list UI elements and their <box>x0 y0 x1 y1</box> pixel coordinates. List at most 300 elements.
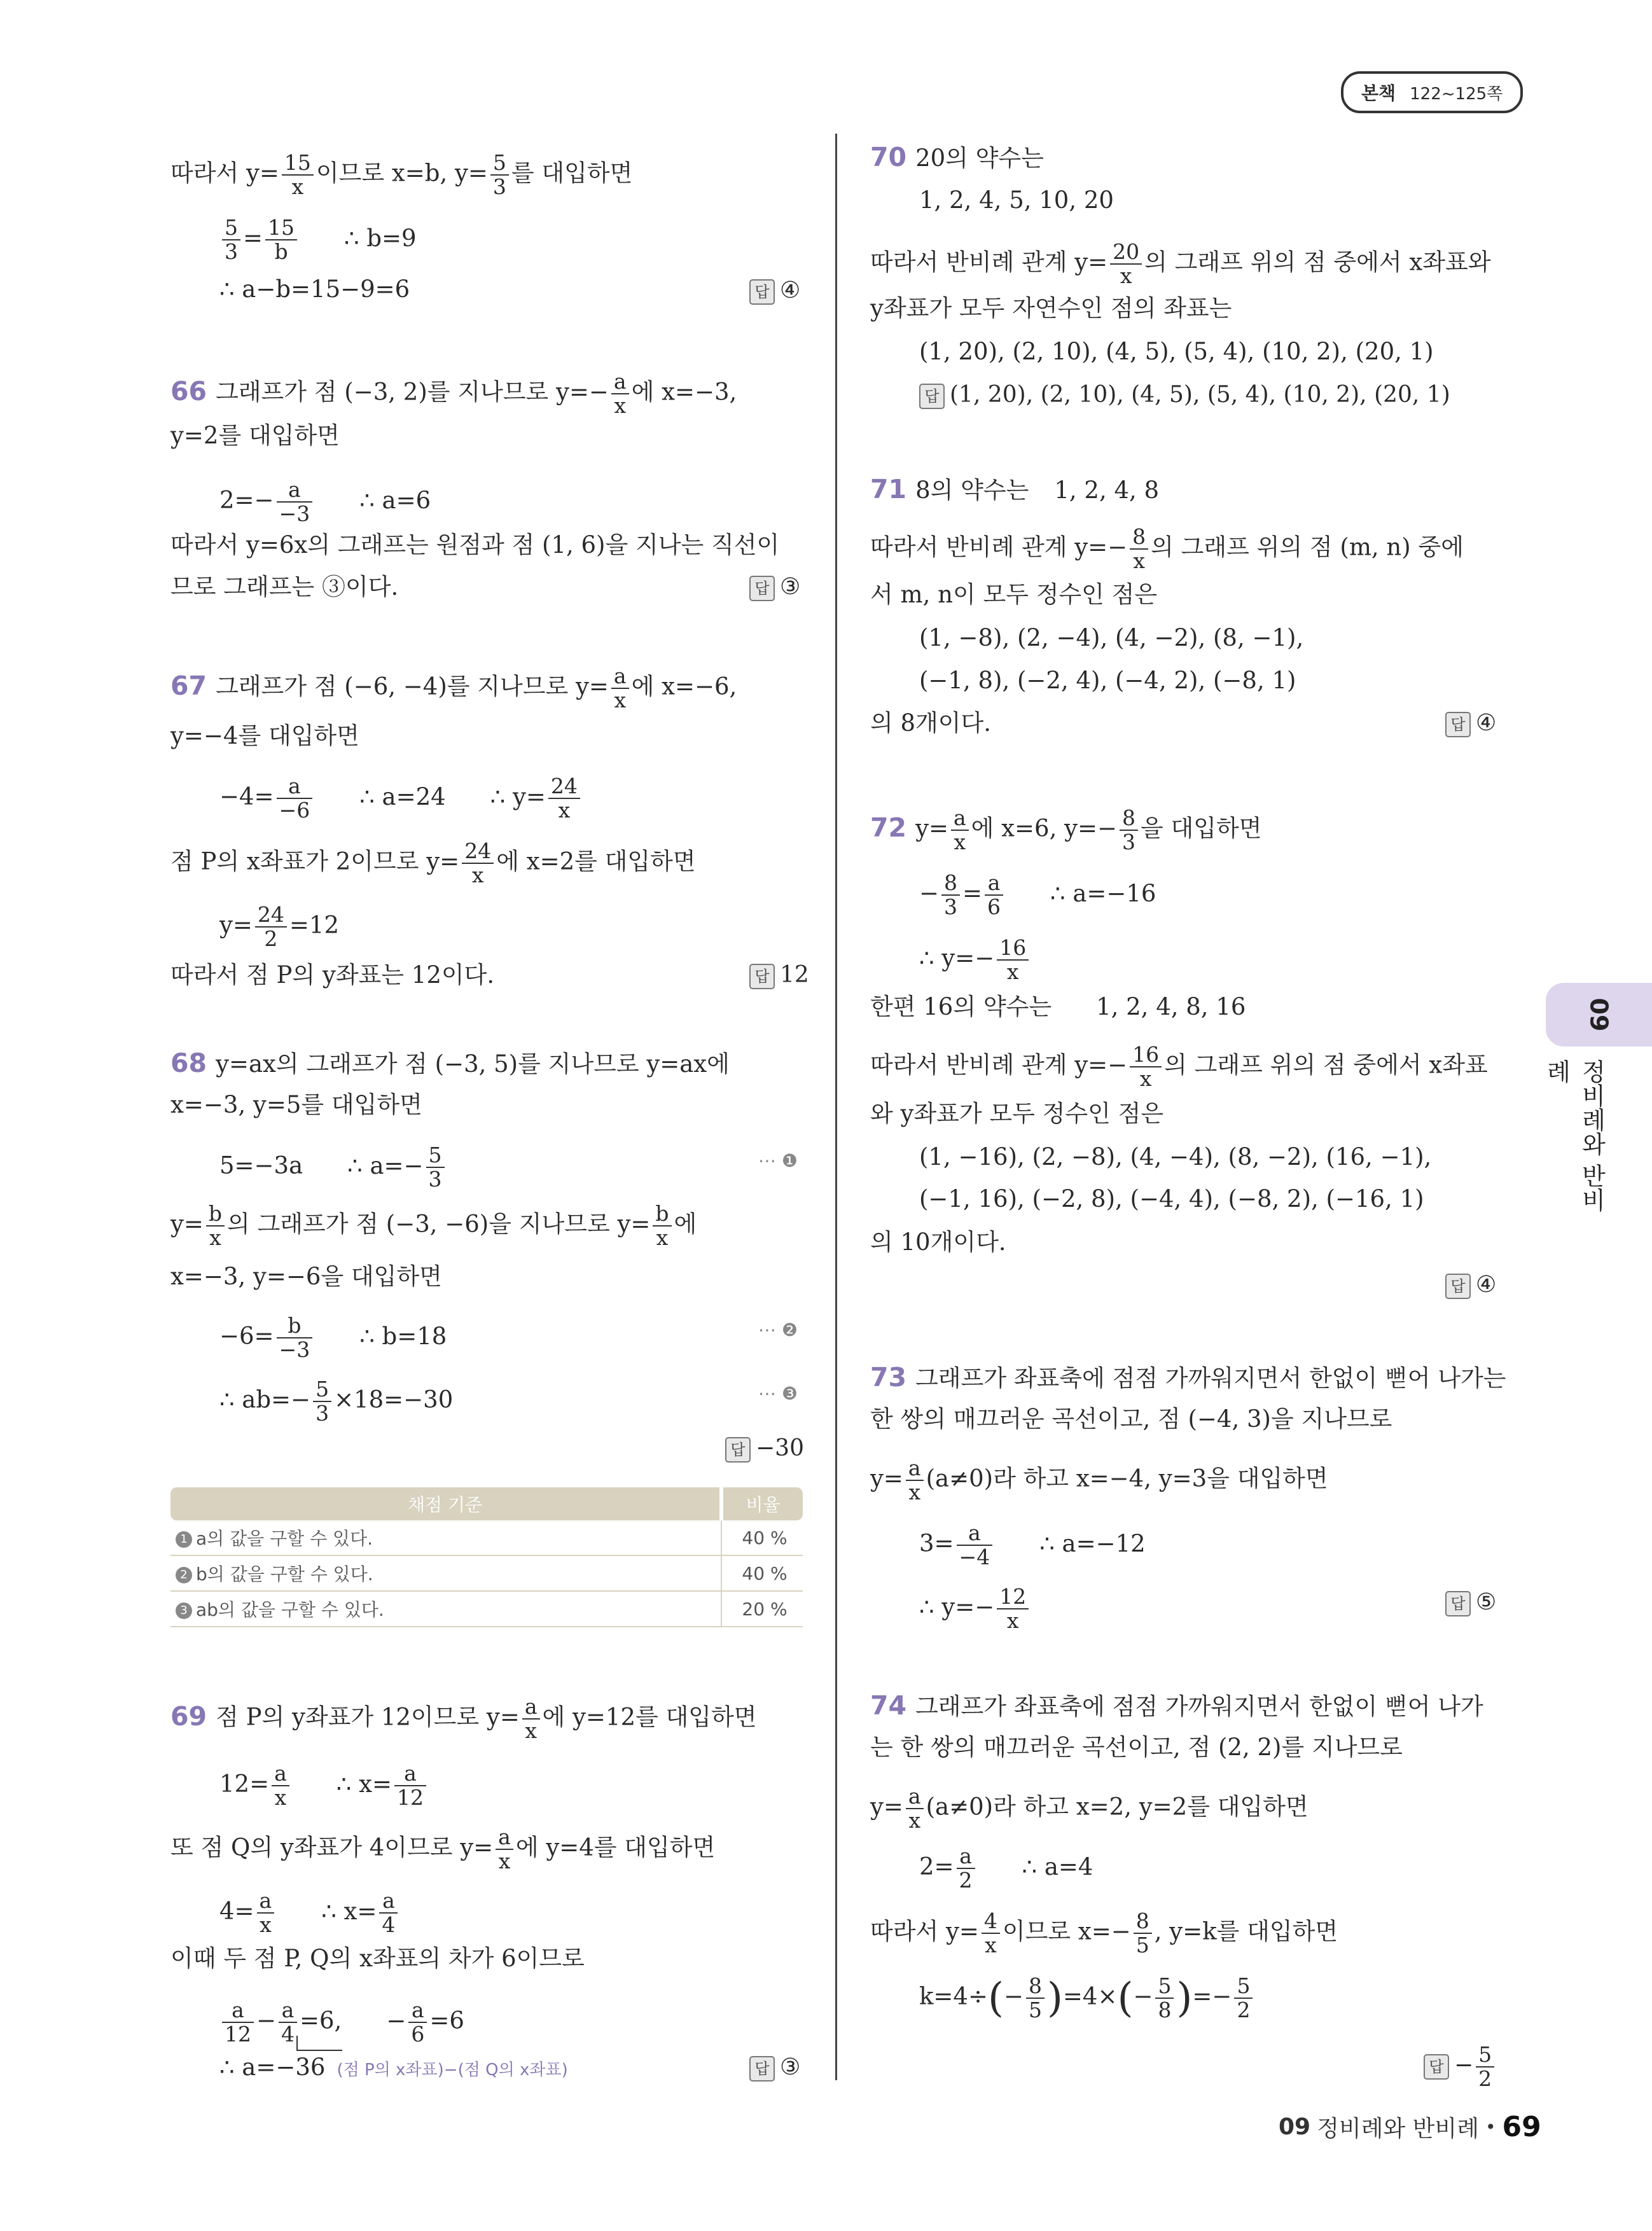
p72-line4 <box>870 991 1246 1023</box>
p71-line6: 의 8개이다. <box>870 709 992 737</box>
step-marker-1: ⋯ ❶ <box>758 1150 798 1171</box>
step-marker-2: ⋯ ❷ <box>758 1319 798 1340</box>
p71-answer <box>1445 707 1496 739</box>
answer-icon: 답 <box>919 384 945 409</box>
fraction <box>282 151 314 198</box>
fraction <box>496 1826 513 1873</box>
footer-dot: • <box>1485 2116 1496 2137</box>
denominator: x <box>274 1785 287 1810</box>
p73-line5 <box>919 1585 1031 1632</box>
fraction <box>426 1144 445 1191</box>
text: 에 y=4를 대입하면 <box>515 1833 716 1861</box>
denominator: x <box>471 863 484 887</box>
criteria-marker: 1 <box>176 1531 192 1548</box>
criteria-marker: 3 <box>176 1602 192 1619</box>
denominator: x <box>614 688 627 712</box>
criteria-cell <box>170 1555 721 1591</box>
p73-line1 <box>870 1361 1506 1394</box>
fraction <box>611 665 629 712</box>
denominator: 5 <box>1028 1998 1042 2022</box>
p72-line9: 의 10개이다. <box>870 1228 1006 1256</box>
denominator: x <box>525 1718 537 1743</box>
p72-line5 <box>870 1043 1488 1090</box>
p74-line6 <box>919 1975 1255 2022</box>
text: =4× <box>1062 1982 1118 2010</box>
numerator: 16 <box>997 936 1029 961</box>
text: y=ax의 그래프가 점 (−3, 5)를 지나므로 y=ax에 <box>216 1050 730 1078</box>
fraction <box>206 1202 225 1249</box>
p68-line4 <box>170 1202 697 1249</box>
paren: ) <box>1176 1975 1193 2022</box>
problem-number: 66 <box>170 375 207 407</box>
p66-line4: 따라서 y=6x의 그래프는 원점과 점 (1, 6)을 지나는 직선이 <box>170 531 780 559</box>
numerator: a <box>985 872 1003 896</box>
denominator: 2 <box>959 1868 973 1893</box>
text: 그래프가 점 (−6, −4)를 지나므로 y= <box>216 672 609 700</box>
numerator: a <box>522 1695 540 1720</box>
fraction <box>255 903 287 950</box>
text: 5=−3a <box>219 1151 303 1179</box>
problem-number: 70 <box>870 142 907 172</box>
answer-value: ④ <box>780 277 801 303</box>
text: 그래프가 좌표축에 점점 가까워지면서 한없이 뻗어 나가 <box>915 1693 1483 1720</box>
text: 따라서 반비례 관계 y=− <box>870 1051 1128 1079</box>
answer-icon: 답 <box>1445 712 1471 737</box>
denominator: 12 <box>396 1785 424 1810</box>
numerator: a <box>272 1762 289 1786</box>
table-row <box>170 1555 803 1591</box>
text: y= <box>219 911 253 939</box>
p74-line1 <box>870 1690 1483 1723</box>
text: 따라서 반비례 관계 y=− <box>870 533 1128 561</box>
numerator: 15 <box>282 151 314 176</box>
fraction <box>257 1889 275 1936</box>
text: − <box>919 879 940 907</box>
numerator: a <box>279 1999 297 2023</box>
fraction <box>957 1845 975 1892</box>
numerator: 8 <box>1134 1910 1152 1934</box>
text: 를 대입하면 <box>511 159 633 187</box>
denominator: 8 <box>1158 1998 1172 2022</box>
fraction <box>279 1999 297 2046</box>
page-footer <box>1279 2111 1541 2143</box>
p74-line5 <box>870 1910 1338 1957</box>
ratio-cell: 20 % <box>721 1591 803 1627</box>
p72-line6: 와 y좌표가 모두 정수인 점은 <box>870 1100 1164 1127</box>
ratio-cell: 40 % <box>721 1555 803 1591</box>
answer-icon: 답 <box>725 1437 751 1463</box>
fraction <box>906 1785 924 1832</box>
text: ∴ y= <box>490 782 546 810</box>
answer-icon: 답 <box>749 279 775 305</box>
denominator: x <box>209 1225 221 1250</box>
denominator: 3 <box>944 894 958 919</box>
fraction <box>272 1762 289 1809</box>
numerator: 5 <box>1234 1975 1253 1999</box>
text: 4= <box>219 1897 254 1925</box>
answer-value: ④ <box>1476 710 1497 736</box>
p67-answer <box>749 959 809 991</box>
text: ∴ b=9 <box>344 224 417 252</box>
numerator: 20 <box>1110 240 1142 265</box>
p73-line4 <box>919 1522 1146 1569</box>
p72-line1 <box>870 807 1261 854</box>
p71-line5: (−1, 8), (−2, 4), (−4, 2), (−8, 1) <box>919 667 1296 694</box>
text: ∴ a=6 <box>359 486 431 514</box>
p67-line5 <box>219 903 339 950</box>
fraction <box>1234 1975 1253 2022</box>
page-number: 69 <box>1502 2111 1541 2143</box>
fraction <box>1130 525 1148 573</box>
p70-line4: y좌표가 모두 자연수인 점의 좌표는 <box>870 295 1232 322</box>
p70-line1 <box>870 141 1044 174</box>
fraction <box>997 1585 1029 1632</box>
text: 따라서 y= <box>170 159 279 187</box>
numerator: 5 <box>313 1378 331 1402</box>
answer-icon: 답 <box>1445 1274 1471 1299</box>
p71-line3: 서 m, n이 모두 정수인 점은 <box>870 581 1158 608</box>
footer-title: 정비례와 반비례 <box>1317 2116 1479 2142</box>
p66-line1 <box>170 370 737 417</box>
p68-line1 <box>170 1047 730 1080</box>
numerator: 5 <box>1476 2043 1494 2068</box>
numerator: a <box>408 1999 427 2023</box>
p71-line2 <box>870 525 1464 573</box>
note-bracket <box>296 2036 342 2051</box>
p72-line3 <box>919 936 1031 983</box>
text: 1, 2, 4, 8 <box>1054 476 1160 504</box>
numerator: a <box>611 370 629 394</box>
denominator: x <box>614 393 627 418</box>
text: 의 그래프 위의 점 (m, n) 중에 <box>1151 533 1464 561</box>
numerator: a <box>957 1845 975 1869</box>
text: 한편 16의 약수는 <box>870 993 1052 1020</box>
p67-line4 <box>170 840 696 887</box>
answer-icon: 답 <box>749 964 775 989</box>
table-row <box>170 1591 803 1627</box>
paren: ( <box>1117 1975 1134 2022</box>
text: 20의 약수는 <box>915 144 1044 172</box>
denominator: 4 <box>382 1912 396 1937</box>
answer-value: (1, 20), (2, 10), (4, 5), (5, 4), (10, 2), (20, 1) <box>950 382 1450 408</box>
paren: ) <box>1046 1975 1063 2022</box>
p72-line8: (−1, 16), (−2, 8), (−4, 4), (−8, 2), (−16, 1) <box>919 1185 1424 1213</box>
answer-value: −30 <box>756 1435 804 1461</box>
numerator: 8 <box>941 872 960 896</box>
denominator: x <box>908 1808 921 1833</box>
text: , y=k를 대입하면 <box>1154 1917 1338 1945</box>
text: 에 x=6, y=− <box>971 814 1117 842</box>
text: 그래프가 점 (−3, 2)를 지나므로 y=− <box>216 378 609 406</box>
text: k=4÷ <box>919 1982 988 2010</box>
paren: ( <box>987 1975 1004 2022</box>
text: 에 x=2를 대입하면 <box>496 847 696 875</box>
text: ×18=−30 <box>334 1386 454 1414</box>
numerator: a <box>957 1522 993 1546</box>
fraction <box>313 1378 331 1425</box>
numerator: 24 <box>548 775 580 799</box>
p66-line2: y=2를 대입하면 <box>170 422 340 449</box>
table-header-ratio: 비율 <box>721 1487 803 1520</box>
numerator: a <box>906 1457 924 1481</box>
numerator: 5 <box>490 151 509 176</box>
fraction <box>1130 1043 1162 1090</box>
numerator: 5 <box>426 1144 445 1168</box>
answer-icon: 답 <box>1424 2054 1449 2080</box>
p70-line3 <box>870 240 1490 288</box>
text: ∴ y=− <box>919 944 995 972</box>
numerator: b <box>277 1314 313 1338</box>
page-ref-badge <box>1341 71 1523 113</box>
numerator: 15 <box>265 216 297 240</box>
text: =6, <box>300 2006 342 2034</box>
answer-value: ③ <box>780 2054 801 2080</box>
numerator: a <box>277 478 313 503</box>
fraction <box>490 151 509 198</box>
text: 그래프가 좌표축에 점점 가까워지면서 한없이 뻗어 나가는 <box>915 1365 1506 1392</box>
fraction <box>265 216 297 263</box>
denominator: x <box>1006 959 1019 984</box>
text: − <box>1003 1982 1024 2010</box>
text: −4= <box>219 782 274 810</box>
p65-line1 <box>170 151 632 198</box>
denominator: 6 <box>987 894 1001 919</box>
p68-line5: x=−3, y=−6을 대입하면 <box>170 1263 442 1290</box>
numerator: 24 <box>255 903 287 928</box>
criteria-cell <box>170 1591 721 1627</box>
fraction <box>408 1999 427 2046</box>
denominator: x <box>1139 1066 1152 1091</box>
p69-line1 <box>170 1695 756 1742</box>
numerator: b <box>653 1202 671 1227</box>
fraction <box>1110 240 1142 288</box>
p74-answer <box>1424 2043 1497 2090</box>
numerator: a <box>394 1762 426 1786</box>
text: 이므로 x=− <box>1002 1917 1131 1945</box>
text: y= <box>870 1464 903 1492</box>
p68-line2: x=−3, y=5를 대입하면 <box>170 1091 422 1118</box>
text: = <box>962 879 983 907</box>
scoring-table <box>170 1487 803 1627</box>
answer-icon: 답 <box>1445 1591 1471 1616</box>
numerator: a <box>496 1826 513 1850</box>
denominator: 12 <box>225 2022 251 2047</box>
denominator: 4 <box>281 2022 295 2047</box>
p68-line7 <box>219 1378 453 1425</box>
text: =12 <box>289 911 339 939</box>
column-divider <box>835 134 837 2080</box>
denominator: x <box>558 798 571 823</box>
numerator: 5 <box>1155 1975 1174 1999</box>
text: 3= <box>919 1529 954 1557</box>
p65-line2 <box>219 216 417 263</box>
answer-value: ④ <box>1476 1272 1497 1298</box>
p74-line3 <box>870 1785 1308 1832</box>
denominator: 3 <box>428 1167 442 1192</box>
text: 이므로 x=b, y= <box>316 159 488 187</box>
criteria-text: b의 값을 구할 수 있다. <box>196 1564 373 1585</box>
fraction <box>906 1457 924 1504</box>
fraction <box>1120 807 1138 854</box>
p70-line5: (1, 20), (2, 10), (4, 5), (5, 4), (10, 2), (20, 1) <box>919 338 1434 365</box>
text: 따라서 y= <box>870 1917 979 1945</box>
denominator: x <box>985 1933 997 1957</box>
criteria-text: ab의 값을 구할 수 있다. <box>196 1599 384 1620</box>
chapter-side-title: 정비례와 반비례 <box>1543 1059 1606 1213</box>
fraction <box>277 775 313 822</box>
text: −6= <box>219 1322 274 1350</box>
text: =− <box>1192 1982 1232 2010</box>
text: ∴ a=−16 <box>1050 879 1156 907</box>
denominator: −3 <box>279 501 310 526</box>
fraction <box>997 936 1029 983</box>
fraction <box>394 1762 426 1809</box>
text: 에 x=−3, <box>631 378 737 406</box>
problem-number: 71 <box>870 474 907 504</box>
p73-line3 <box>870 1457 1328 1504</box>
answer-value: ③ <box>780 574 801 600</box>
problem-number: 72 <box>870 812 907 843</box>
problem-number: 69 <box>170 1700 207 1732</box>
denominator: x <box>954 830 966 854</box>
badge-main: 본책 <box>1361 83 1396 104</box>
footer-chapter: 09 <box>1279 2114 1311 2140</box>
fraction <box>1026 1975 1045 2022</box>
p67-line6: 따라서 점 P의 y좌표는 12이다. <box>170 961 495 989</box>
denominator: 3 <box>225 239 238 264</box>
answer-icon: 답 <box>749 576 775 601</box>
denominator: 3 <box>492 174 506 199</box>
text: ∴ a=− <box>347 1151 424 1179</box>
fraction <box>951 807 969 854</box>
answer-value: 12 <box>780 962 809 988</box>
criteria-text: a의 값을 구할 수 있다. <box>196 1528 373 1549</box>
text: − <box>1133 1982 1153 2010</box>
numerator: 8 <box>1120 807 1138 831</box>
denominator: x <box>498 1849 511 1873</box>
problem-number: 67 <box>170 670 207 701</box>
text: ∴ x= <box>336 1770 392 1798</box>
answer-sign: − <box>1454 2052 1474 2078</box>
p68-line3 <box>219 1144 447 1191</box>
fraction <box>611 370 629 417</box>
denominator: 5 <box>1135 1933 1149 1957</box>
p67-line2: y=−4를 대입하면 <box>170 722 359 749</box>
text: ∴ x= <box>321 1897 377 1925</box>
numerator: 12 <box>997 1585 1029 1609</box>
text: 에 <box>674 1210 697 1238</box>
p66-answer <box>749 571 800 603</box>
denominator: −4 <box>959 1545 990 1569</box>
ratio-cell: 40 % <box>721 1520 803 1555</box>
p72-line7: (1, −16), (2, −8), (4, −4), (8, −2), (16, −1), <box>919 1143 1432 1171</box>
text: 의 그래프가 점 (−3, −6)을 지나므로 y= <box>227 1210 651 1238</box>
fraction <box>548 775 580 822</box>
fraction <box>1155 1975 1174 2022</box>
fraction <box>379 1889 398 1936</box>
fraction <box>653 1202 671 1249</box>
p65-line3: ∴ a−b=15−9=6 <box>219 275 410 303</box>
text: 에 y=12를 대입하면 <box>542 1703 757 1731</box>
text: ∴ a=24 <box>359 782 446 810</box>
text: ∴ a=−36 <box>219 2054 326 2081</box>
text: − <box>256 2006 277 2034</box>
answer-fraction <box>1476 2043 1494 2090</box>
text: y= <box>170 1210 204 1238</box>
p69-line4 <box>219 1889 400 1936</box>
p73-line2: 한 쌍의 매끄러운 곡선이고, 점 (−4, 3)을 지나므로 <box>870 1405 1392 1433</box>
numerator: 5 <box>222 216 240 240</box>
text: 따라서 반비례 관계 y= <box>870 248 1108 276</box>
numerator: 8 <box>1026 1975 1045 1999</box>
text: 12= <box>219 1770 270 1798</box>
step-marker-3: ⋯ ❸ <box>758 1383 798 1404</box>
numerator: a <box>222 1999 254 2023</box>
text: 에 x=−6, <box>631 672 737 700</box>
numerator: a <box>951 807 969 831</box>
p70-line2: 1, 2, 4, 5, 10, 20 <box>919 186 1114 214</box>
chapter-side-tab[interactable] <box>1546 983 1652 1046</box>
problem-number: 74 <box>870 1690 907 1721</box>
denominator: x <box>291 174 304 199</box>
fraction <box>222 1999 254 2046</box>
text: 1, 2, 4, 8, 16 <box>1096 993 1246 1020</box>
p69-line2 <box>219 1762 429 1809</box>
p74-line2: 는 한 쌍의 매끄러운 곡선이고, 점 (2, 2)를 지나므로 <box>870 1734 1403 1761</box>
text: (a≠0)라 하고 x=2, y=2를 대입하면 <box>926 1793 1308 1821</box>
text: y= <box>915 814 948 842</box>
text: ∴ ab=− <box>219 1386 311 1414</box>
text: 의 그래프 위의 점 중에서 x좌표와 <box>1144 248 1491 276</box>
text: 8의 약수는 <box>915 476 1029 504</box>
fraction <box>985 872 1003 919</box>
criteria-marker: 2 <box>176 1567 192 1583</box>
p68-line6 <box>219 1314 447 1361</box>
fraction <box>1134 1910 1152 1957</box>
p72-line2 <box>919 872 1156 919</box>
p69-line3 <box>170 1826 715 1873</box>
fraction <box>462 840 494 887</box>
text: ∴ b=18 <box>359 1322 447 1350</box>
answer-icon: 답 <box>749 2056 775 2082</box>
text: 점 P의 y좌표가 12이므로 y= <box>216 1703 520 1731</box>
denominator: 3 <box>316 1401 330 1426</box>
p71-line1 <box>870 473 1159 506</box>
text: 또 점 Q의 y좌표가 4이므로 y= <box>170 1833 494 1861</box>
denominator: −6 <box>279 798 310 823</box>
p68-answer <box>725 1433 804 1464</box>
p71-line4: (1, −8), (2, −4), (4, −2), (8, −1), <box>919 624 1304 651</box>
text: − <box>386 2006 406 2034</box>
p66-line5: 므로 그래프는 ③이다. <box>170 573 399 601</box>
denominator: b <box>274 239 288 264</box>
denominator: x <box>1120 263 1132 288</box>
numerator: a <box>611 665 629 689</box>
problem-number: 68 <box>170 1048 207 1078</box>
denominator: 6 <box>411 2022 425 2047</box>
numerator: a <box>277 775 313 799</box>
text: 2=− <box>219 486 274 514</box>
denominator: 2 <box>1478 2066 1492 2091</box>
denominator: x <box>656 1225 669 1250</box>
p67-line3 <box>219 775 583 822</box>
fraction <box>941 872 960 919</box>
criteria-cell <box>170 1520 721 1555</box>
text: ∴ a=−12 <box>1039 1529 1146 1557</box>
numerator: 4 <box>982 1910 1000 1934</box>
denominator: 3 <box>1122 830 1135 854</box>
p73-answer <box>1445 1587 1496 1618</box>
